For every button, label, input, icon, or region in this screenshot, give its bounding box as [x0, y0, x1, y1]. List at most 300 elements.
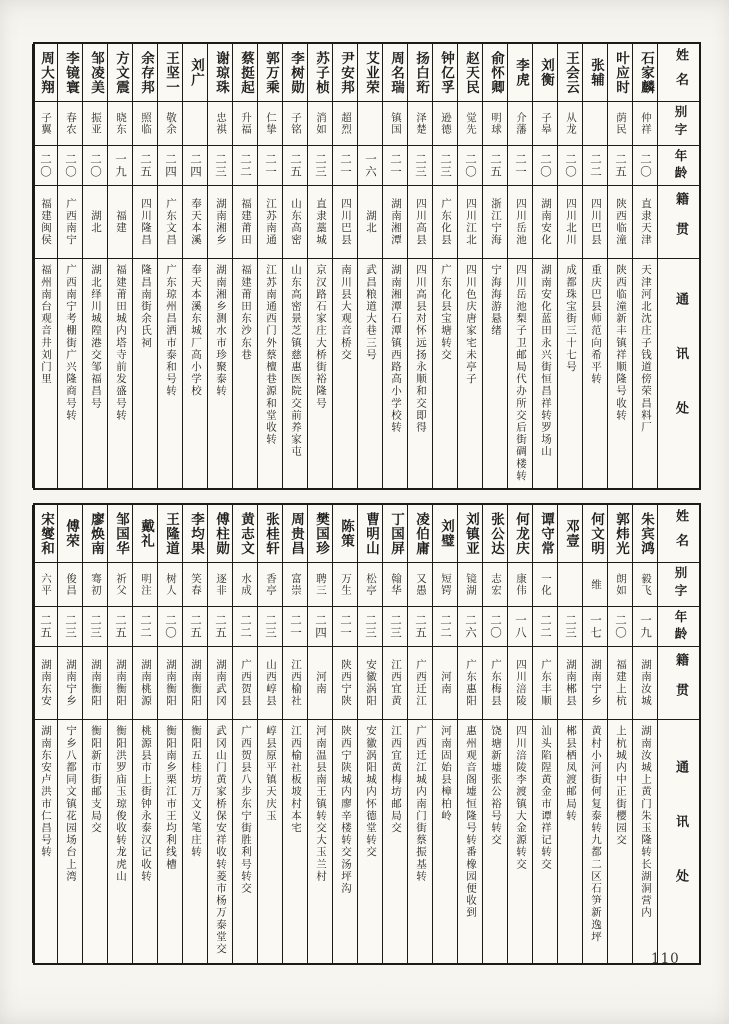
name-cell: 俞怀卿	[483, 44, 507, 102]
person-entry	[432, 505, 457, 963]
name-cell: 艾业荣	[358, 44, 382, 102]
age-cell: 二三	[208, 146, 232, 186]
directory-table-top	[33, 42, 701, 490]
age-cell: 二一	[283, 607, 307, 647]
courtesy-name-cell: 松亭	[358, 563, 382, 607]
origin-cell: 直隶天津	[633, 186, 657, 259]
person-entry	[532, 505, 557, 963]
age-cell: 二三	[408, 146, 432, 186]
person-entry	[357, 505, 382, 963]
person-entry	[107, 44, 132, 488]
name-cell: 刘镇亚	[458, 505, 482, 563]
name-cell: 周贵昌	[283, 505, 307, 563]
age-cell: 二二	[583, 146, 607, 186]
courtesy-name-cell: 骞初	[83, 563, 107, 607]
age-cell: 二一	[258, 146, 282, 186]
person-entry	[557, 44, 582, 488]
courtesy-name-cell: 六平	[33, 563, 57, 607]
address-cell: 江西榆社板坡村本宅	[290, 725, 302, 834]
person-entry	[207, 44, 232, 488]
courtesy-name-cell: 明球	[483, 102, 507, 146]
name-cell: 丁国屏	[383, 505, 407, 563]
address-cell: 饶塘新墟张公裕号转交	[490, 725, 502, 846]
courtesy-name-cell	[583, 102, 607, 146]
address-cell: 广西贺县八步东宁街胜利号转交	[240, 725, 252, 895]
address-cell: 宁乡八都同文镇花园场台上湾	[65, 725, 77, 883]
age-cell: 二二	[233, 607, 257, 647]
origin-cell: 湖南桃源	[133, 647, 157, 720]
age-cell: 二〇	[33, 146, 57, 186]
origin-cell: 河南	[308, 647, 332, 720]
age-cell: 二二	[133, 607, 157, 647]
name-cell: 戴礼	[133, 505, 157, 563]
age-cell: 二二	[233, 146, 257, 186]
courtesy-name-cell: 万生	[333, 563, 357, 607]
origin-cell: 江西榆社	[283, 647, 307, 720]
courtesy-name-cell: 水成	[233, 563, 257, 607]
person-entry	[482, 505, 507, 963]
courtesy-name-cell: 朗如	[608, 563, 632, 607]
origin-cell: 湖南宁乡	[583, 647, 607, 720]
origin-cell: 四川隆昌	[133, 186, 157, 259]
origin-cell: 湖南衡阳	[158, 647, 182, 720]
origin-cell: 安徽涡阳	[358, 647, 382, 720]
person-entry	[307, 44, 332, 488]
age-cell: 二四	[158, 146, 182, 186]
origin-cell: 福建闽侯	[33, 186, 57, 259]
courtesy-name-cell	[183, 102, 207, 146]
origin-cell: 四川涪陵	[508, 647, 532, 720]
address-cell: 奉天本溪东城厂高小学校	[190, 264, 202, 398]
person-entry	[507, 44, 532, 488]
origin-cell: 陕西临潼	[608, 186, 632, 259]
courtesy-name-cell: 春农	[58, 102, 82, 146]
header-age: 年龄	[658, 146, 699, 186]
age-cell: 二五	[608, 146, 632, 186]
person-entry	[82, 44, 107, 488]
origin-cell: 湖南东安	[33, 647, 57, 720]
origin-cell: 四川高县	[408, 186, 432, 259]
name-cell: 尹安邦	[333, 44, 357, 102]
age-cell: 二一	[333, 146, 357, 186]
origin-cell: 直隶藁城	[308, 186, 332, 259]
name-cell: 凌伯庸	[408, 505, 432, 563]
origin-cell: 广东惠阳	[458, 647, 482, 720]
name-cell: 谭守常	[533, 505, 557, 563]
origin-cell: 浙江宁海	[483, 186, 507, 259]
person-entry	[482, 44, 507, 488]
origin-cell: 湖南湘乡	[208, 186, 232, 259]
courtesy-name-cell: 维	[583, 563, 607, 607]
age-cell: 二三	[433, 146, 457, 186]
origin-cell: 湖南安化	[533, 186, 557, 259]
name-cell: 李树勋	[283, 44, 307, 102]
age-cell: 二五	[33, 607, 57, 647]
name-cell: 傅柱勋	[208, 505, 232, 563]
courtesy-name-cell: 短锷	[433, 563, 457, 607]
courtesy-name-cell: 振亚	[83, 102, 107, 146]
address-cell: 湖南安化蓝田永兴街恒昌祥转罗场山	[540, 264, 552, 458]
name-cell: 郭炜光	[608, 505, 632, 563]
origin-cell: 湖北	[83, 186, 107, 259]
courtesy-name-cell: 镇国	[383, 102, 407, 146]
courtesy-name-cell	[358, 102, 382, 146]
person-entry	[132, 505, 157, 963]
address-cell: 广东化县宝塘转交	[440, 264, 452, 361]
courtesy-name-cell: 逊德	[433, 102, 457, 146]
origin-cell: 河南	[433, 647, 457, 720]
courtesy-name-cell: 镜湖	[458, 563, 482, 607]
courtesy-name-cell: 荫民	[608, 102, 632, 146]
age-cell: 二五	[133, 146, 157, 186]
origin-cell: 四川北川	[558, 186, 582, 259]
header-origin: 籍贯	[658, 647, 699, 720]
name-cell: 刘广	[183, 44, 207, 102]
person-entry	[607, 44, 632, 488]
address-cell: 汕头陷陧黄金市谭祥记转交	[540, 725, 552, 871]
address-cell: 山东高密景芝镇慈惠医院交前养家屯	[290, 264, 302, 458]
courtesy-name-cell: 子皋	[533, 102, 557, 146]
age-cell: 二五	[183, 607, 207, 647]
person-entry	[632, 505, 657, 963]
name-cell: 周大翔	[33, 44, 57, 102]
courtesy-name-cell: 笑春	[183, 563, 207, 607]
name-cell: 廖焕南	[83, 505, 107, 563]
age-cell: 二五	[283, 146, 307, 186]
address-cell: 衡阳五桂坊万文义笔庄转	[190, 725, 202, 859]
name-cell: 余存邦	[133, 44, 157, 102]
origin-cell: 广东梅县	[483, 647, 507, 720]
directory-table-bottom	[33, 503, 701, 965]
name-cell: 李均果	[183, 505, 207, 563]
origin-cell: 陕西宁陕	[333, 647, 357, 720]
name-cell: 曹明山	[358, 505, 382, 563]
age-cell: 二五	[483, 146, 507, 186]
courtesy-name-cell: 仁挚	[258, 102, 282, 146]
address-cell: 郴县栖凤渡邮局转	[565, 725, 577, 822]
courtesy-name-cell: 子翼	[33, 102, 57, 146]
address-cell: 湖南湘乡测水市珍聚泰转	[215, 264, 227, 398]
name-cell: 刘衡	[533, 44, 557, 102]
age-cell: 二〇	[558, 146, 582, 186]
person-entry	[582, 44, 607, 488]
age-cell: 二一	[383, 146, 407, 186]
courtesy-name-cell: 树人	[158, 563, 182, 607]
person-entry	[232, 505, 257, 963]
name-cell: 朱宾鸿	[633, 505, 657, 563]
address-cell: 重庆巴县师范向希平转	[590, 264, 602, 385]
courtesy-name-cell: 泽楚	[408, 102, 432, 146]
courtesy-name-cell: 富崇	[283, 563, 307, 607]
person-entry	[32, 44, 57, 488]
courtesy-name-cell: 敬余	[158, 102, 182, 146]
age-cell: 二二	[533, 607, 557, 647]
person-entry	[282, 44, 307, 488]
person-entry	[382, 44, 407, 488]
address-cell: 南川县大观音桥交	[340, 264, 352, 361]
name-cell: 李虎	[508, 44, 532, 102]
age-cell: 二五	[108, 607, 132, 647]
person-entry	[57, 505, 82, 963]
age-cell: 二〇	[83, 146, 107, 186]
age-cell: 一九	[633, 607, 657, 647]
person-entry	[282, 505, 307, 963]
address-cell: 陕西宁陕城内廖辛楼转交汤坪沟	[340, 725, 352, 895]
age-cell: 二三	[358, 607, 382, 647]
address-cell: 湖南汝城上黄门朱玉隆转长湖洞营内	[640, 725, 652, 919]
origin-cell: 福建上杭	[608, 647, 632, 720]
person-entry	[557, 505, 582, 963]
address-cell: 衡阳南乡栗江市王均利线槽	[165, 725, 177, 871]
courtesy-name-cell	[558, 563, 582, 607]
header-column	[657, 44, 699, 488]
courtesy-name-cell: 仲祥	[633, 102, 657, 146]
address-cell: 湖南湘潭石潭镇西路高小学校转	[390, 264, 402, 434]
name-cell: 谢琼珠	[208, 44, 232, 102]
name-cell: 邹国华	[108, 505, 132, 563]
name-cell: 苏子桢	[308, 44, 332, 102]
header-age: 年龄	[658, 607, 699, 647]
address-cell: 天津河北沈庄子钱道傍荣昌料厂	[640, 264, 652, 434]
address-cell: 广东琼州昌洒市泰和号转	[165, 264, 177, 398]
page-number: 110	[651, 951, 680, 967]
person-entry	[407, 505, 432, 963]
header-name: 姓名	[658, 505, 699, 563]
age-cell: 一八	[508, 607, 532, 647]
address-cell: 福建莆田东沙东巷	[240, 264, 252, 361]
courtesy-name-cell: 升福	[233, 102, 257, 146]
age-cell: 一九	[108, 146, 132, 186]
age-cell: 二〇	[458, 146, 482, 186]
name-cell: 赵天民	[458, 44, 482, 102]
age-cell: 二三	[58, 607, 82, 647]
origin-cell: 湖南衡阳	[108, 647, 132, 720]
age-cell: 二二	[433, 607, 457, 647]
age-cell: 二五	[208, 607, 232, 647]
age-cell: 二〇	[58, 146, 82, 186]
address-cell: 湖南东安卢洪市仁昌号转	[40, 725, 52, 859]
address-cell: 四川高县对怀远扬永顺和交即得	[415, 264, 427, 434]
name-cell: 邹凌美	[83, 44, 107, 102]
person-entry	[532, 44, 557, 488]
origin-cell: 山西崞县	[258, 647, 282, 720]
address-cell: 四川岳池梨子卫邮局代办所交后街碉楼转	[515, 264, 527, 482]
address-cell: 福建莆田城内塔寺前发盛号转	[115, 264, 127, 422]
header-zi: 别字	[658, 102, 699, 146]
courtesy-name-cell: 觉先	[458, 102, 482, 146]
origin-cell: 广东文昌	[158, 186, 182, 259]
person-entry	[157, 44, 182, 488]
origin-cell: 江苏南通	[258, 186, 282, 259]
age-cell: 二四	[183, 146, 207, 186]
person-entry	[182, 505, 207, 963]
name-cell: 何龙庆	[508, 505, 532, 563]
address-cell: 衡阳洪罗庙玉琼俊收转龙虎山	[115, 725, 127, 883]
address-cell: 江西宜黄梅坊邮局交	[390, 725, 402, 834]
address-cell: 四川涪陵李渡镇大金源转交	[515, 725, 527, 871]
name-cell: 何文明	[583, 505, 607, 563]
name-cell: 蔡挺起	[233, 44, 257, 102]
address-cell: 成都珠宝街三十七号	[565, 264, 577, 373]
person-entry	[432, 44, 457, 488]
age-cell: 二〇	[533, 146, 557, 186]
person-entry	[582, 505, 607, 963]
age-cell: 二〇	[483, 607, 507, 647]
origin-cell: 山东高密	[283, 186, 307, 259]
courtesy-name-cell: 祈父	[108, 563, 132, 607]
courtesy-name-cell: 聘三	[308, 563, 332, 607]
address-cell: 京汉路石家庄大桥街裕隆号	[315, 264, 327, 410]
courtesy-name-cell: 超烈	[333, 102, 357, 146]
age-cell: 二〇	[158, 607, 182, 647]
name-cell: 王会云	[558, 44, 582, 102]
age-cell: 一七	[583, 607, 607, 647]
origin-cell: 四川江北	[458, 186, 482, 259]
courtesy-name-cell: 从龙	[558, 102, 582, 146]
courtesy-name-cell: 照临	[133, 102, 157, 146]
name-cell: 樊国珍	[308, 505, 332, 563]
header-name: 姓名	[658, 44, 699, 102]
address-cell: 隆昌南街余氏祠	[140, 264, 152, 349]
person-entry	[57, 44, 82, 488]
person-entry	[107, 505, 132, 963]
name-cell: 傅荣	[58, 505, 82, 563]
address-cell: 湖北绎川城隍港交邹福昌号	[90, 264, 102, 410]
address-cell: 广西迁江城内南门街蔡振基转	[415, 725, 427, 883]
name-cell: 邓壹	[558, 505, 582, 563]
age-cell: 二五	[408, 607, 432, 647]
origin-cell: 湖北	[358, 186, 382, 259]
address-cell: 四川色庆唐家宅未亭子	[465, 264, 477, 385]
person-entry	[457, 505, 482, 963]
person-entry	[232, 44, 257, 488]
origin-cell: 湖南宁乡	[58, 647, 82, 720]
person-entry	[207, 505, 232, 963]
address-cell: 崞县原平镇天庆玉	[265, 725, 277, 822]
header-origin: 籍贯	[658, 186, 699, 259]
origin-cell: 福建莆田	[233, 186, 257, 259]
person-entry	[507, 505, 532, 963]
person-entry	[357, 44, 382, 488]
origin-cell: 湖南武冈	[208, 647, 232, 720]
name-cell: 郭万乘	[258, 44, 282, 102]
age-cell: 二〇	[633, 146, 657, 186]
header-column	[657, 505, 699, 963]
address-cell: 福州南台观音井刘门里	[40, 264, 52, 385]
header-address: 通讯处	[673, 291, 688, 456]
person-entry	[32, 505, 57, 963]
name-cell: 石家麟	[633, 44, 657, 102]
age-cell: 二三	[383, 607, 407, 647]
name-cell: 宋燮和	[33, 505, 57, 563]
header-zi: 别字	[658, 563, 699, 607]
courtesy-name-cell: 俊昌	[58, 563, 82, 607]
name-cell: 李镜寰	[58, 44, 82, 102]
name-cell: 黄志文	[233, 505, 257, 563]
person-entry	[307, 505, 332, 963]
age-cell: 二三	[308, 146, 332, 186]
name-cell: 张桂轩	[258, 505, 282, 563]
address-cell: 河南温县南王镇转交大玉兰村	[315, 725, 327, 883]
age-cell: 二三	[258, 607, 282, 647]
origin-cell: 广东丰顺	[533, 647, 557, 720]
courtesy-name-cell: 康伟	[508, 563, 532, 607]
origin-cell: 湖南郴县	[558, 647, 582, 720]
courtesy-name-cell: 介藩	[508, 102, 532, 146]
courtesy-name-cell: 又愚	[408, 563, 432, 607]
courtesy-name-cell: 逐非	[208, 563, 232, 607]
origin-cell: 湖南汝城	[633, 647, 657, 720]
courtesy-name-cell: 明注	[133, 563, 157, 607]
age-cell: 二三	[558, 607, 582, 647]
courtesy-name-cell: 翰华	[383, 563, 407, 607]
address-cell: 陕西临潼新丰镇祥顺隆号收转	[615, 264, 627, 422]
age-cell: 二四	[308, 607, 332, 647]
origin-cell: 福建	[108, 186, 132, 259]
origin-cell: 广东化县	[433, 186, 457, 259]
address-cell: 惠州观音阁墟恒隆号转番橡园便收到	[465, 725, 477, 919]
address-cell: 广西南宁考棚街广兴隆商号转	[65, 264, 77, 422]
origin-cell: 湖南湘潭	[383, 186, 407, 259]
courtesy-name-cell: 志宏	[483, 563, 507, 607]
address-cell: 上杭城内中正街樱园交	[615, 725, 627, 846]
address-cell: 安徽涡阳城内怀德堂转交	[365, 725, 377, 859]
name-cell: 刘璧	[433, 505, 457, 563]
origin-cell: 湖南衡阳	[83, 647, 107, 720]
person-entry	[332, 44, 357, 488]
age-cell: 二〇	[608, 607, 632, 647]
name-cell: 王坚一	[158, 44, 182, 102]
name-cell: 方文震	[108, 44, 132, 102]
person-entry	[457, 44, 482, 488]
origin-cell: 四川岳池	[508, 186, 532, 259]
person-entry	[257, 505, 282, 963]
person-entry	[257, 44, 282, 488]
name-cell: 王隆道	[158, 505, 182, 563]
origin-cell: 四川巴县	[583, 186, 607, 259]
origin-cell: 湖南衡阳	[183, 647, 207, 720]
name-cell: 钟亿孚	[433, 44, 457, 102]
person-entry	[182, 44, 207, 488]
person-entry	[632, 44, 657, 488]
address-cell: 武冈山门黄家桥保安祥收转菱市杨万泰堂交	[215, 725, 227, 955]
person-entry	[382, 505, 407, 963]
address-cell: 宁海海游悬绪	[490, 264, 502, 337]
address-cell: 江苏南通西门外蔡檀巷源和堂收转	[265, 264, 277, 446]
origin-cell: 江西宜黄	[383, 647, 407, 720]
name-cell: 叶应时	[608, 44, 632, 102]
courtesy-name-cell: 毅飞	[633, 563, 657, 607]
address-cell: 黄村小河街何复泰转九都二区石笋新逸坪	[590, 725, 602, 943]
address-cell: 武昌粮道大巷三号	[365, 264, 377, 361]
person-entry	[82, 505, 107, 963]
name-cell: 张公达	[483, 505, 507, 563]
courtesy-name-cell: 子铭	[283, 102, 307, 146]
name-cell: 扬白珩	[408, 44, 432, 102]
person-entry	[407, 44, 432, 488]
courtesy-name-cell: 忠祺	[208, 102, 232, 146]
age-cell: 二一	[508, 146, 532, 186]
name-cell: 周名瑞	[383, 44, 407, 102]
address-cell: 河南固始县樟柏岭	[440, 725, 452, 822]
address-cell: 衡阳新市街邮支局交	[90, 725, 102, 834]
courtesy-name-cell: 晓东	[108, 102, 132, 146]
origin-cell: 广西贺县	[233, 647, 257, 720]
age-cell: 二六	[458, 607, 482, 647]
courtesy-name-cell: 消如	[308, 102, 332, 146]
header-address: 通讯处	[673, 759, 688, 924]
person-entry	[607, 505, 632, 963]
